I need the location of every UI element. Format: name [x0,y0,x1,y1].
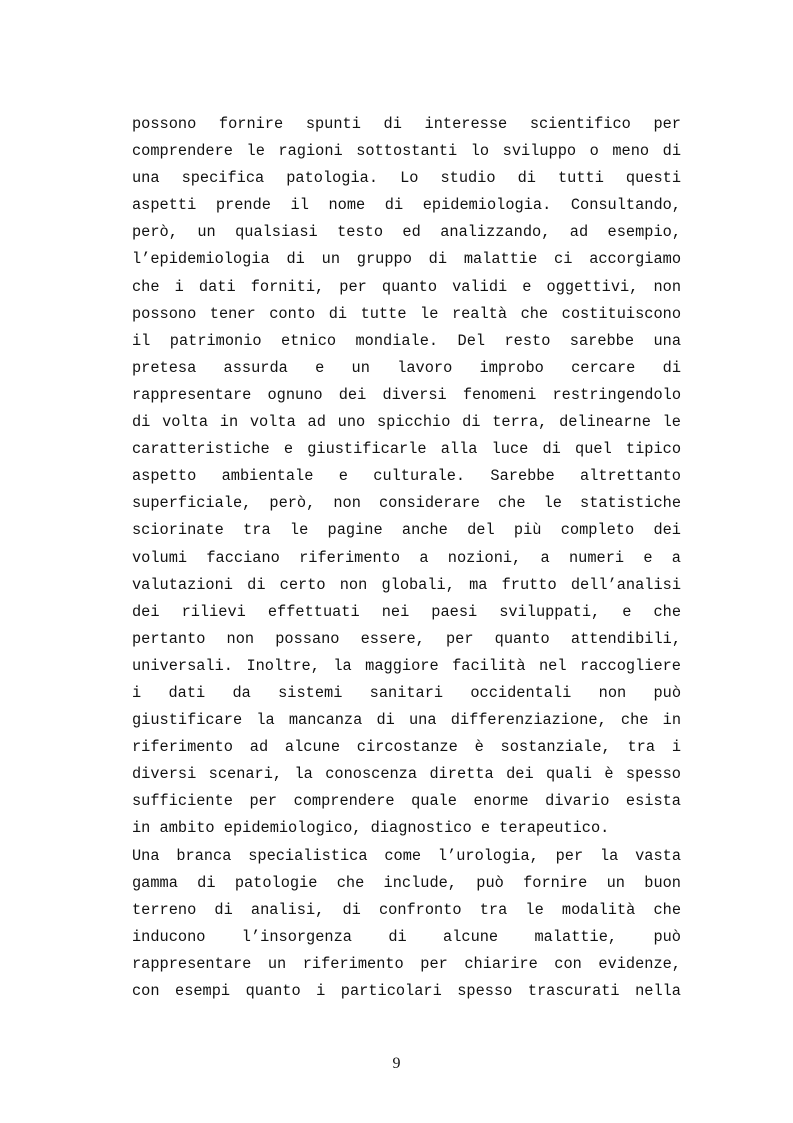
text-line: una specifica patologia. Lo studio di tutti questi [132,169,681,188]
text-line: Una branca specialistica come l’urologia, per la vasta [132,846,681,865]
text-line: che i dati forniti, per quanto validi e oggettivi, non [132,277,681,296]
text-line: pertanto non possano essere, per quanto attendibili, [132,629,681,648]
text-line: valutazioni di certo non globali, ma frutto dell’analisi [132,575,681,594]
text-line: universali. Inoltre, la maggiore facilità nel raccogliere [132,656,681,675]
text-line: diversi scenari, la conoscenza diretta dei quali è spesso [132,765,681,784]
text-line: però, un qualsiasi testo ed analizzando, ad esempio, [132,223,681,242]
text-line: rappresentare un riferimento per chiarire con evidenze, [132,954,681,973]
text-line: inducono l’insorgenza di alcune malattie, può [132,927,681,946]
text-line: il patrimonio etnico mondiale. Del resto sarebbe una [132,331,681,350]
page-number: 9 [392,1055,401,1072]
text-line: aspetti prende il nome di epidemiologia. Consultando, [132,196,681,215]
text-line: dei rilievi effettuati nei paesi sviluppati, e che [132,602,681,621]
text-line: pretesa assurda e un lavoro improbo cercare di [132,358,681,377]
text-line: possono tener conto di tutte le realtà che costituiscono [132,304,681,323]
text-line: rappresentare ognuno dei diversi fenomeni restringendolo [132,385,681,404]
text-line: aspetto ambientale e culturale. Sarebbe altrettanto [132,467,681,486]
text-line: giustificare la mancanza di una differenziazione, che in [132,711,681,730]
text-line: sufficiente per comprendere quale enorme divario esista [132,792,681,811]
text-line: l’epidemiologia di un gruppo di malattie ci accorgiamo [132,250,681,269]
text-line: caratteristiche e giustificarle alla luce di quel tipico [132,440,681,459]
text-line: volumi facciano riferimento a nozioni, a numeri e a [132,548,681,567]
text-line: riferimento ad alcune circostanze è sostanziale, tra i [132,738,681,757]
text-line: gamma di patologie che include, può fornire un buon [132,873,681,892]
text-line: superficiale, però, non considerare che le statistiche [132,494,681,513]
text-line: in ambito epidemiologico, diagnostico e terapeutico. [132,819,610,838]
text-line: sciorinate tra le pagine anche del più completo dei [132,521,681,540]
text-line: possono fornire spunti di interesse scientifico per [132,115,681,133]
text-line: terreno di analisi, di confronto tra le modalità che [132,900,681,919]
body-text [132,111,681,1005]
text-line: con esempi quanto i particolari spesso trascurati nella [132,982,681,1000]
text-line: comprendere le ragioni sottostanti lo sviluppo o meno di [132,142,681,161]
text-line: i dati da sistemi sanitari occidentali non può [132,683,681,702]
text-line: di volta in volta ad uno spicchio di terra, delinearne le [132,413,681,432]
